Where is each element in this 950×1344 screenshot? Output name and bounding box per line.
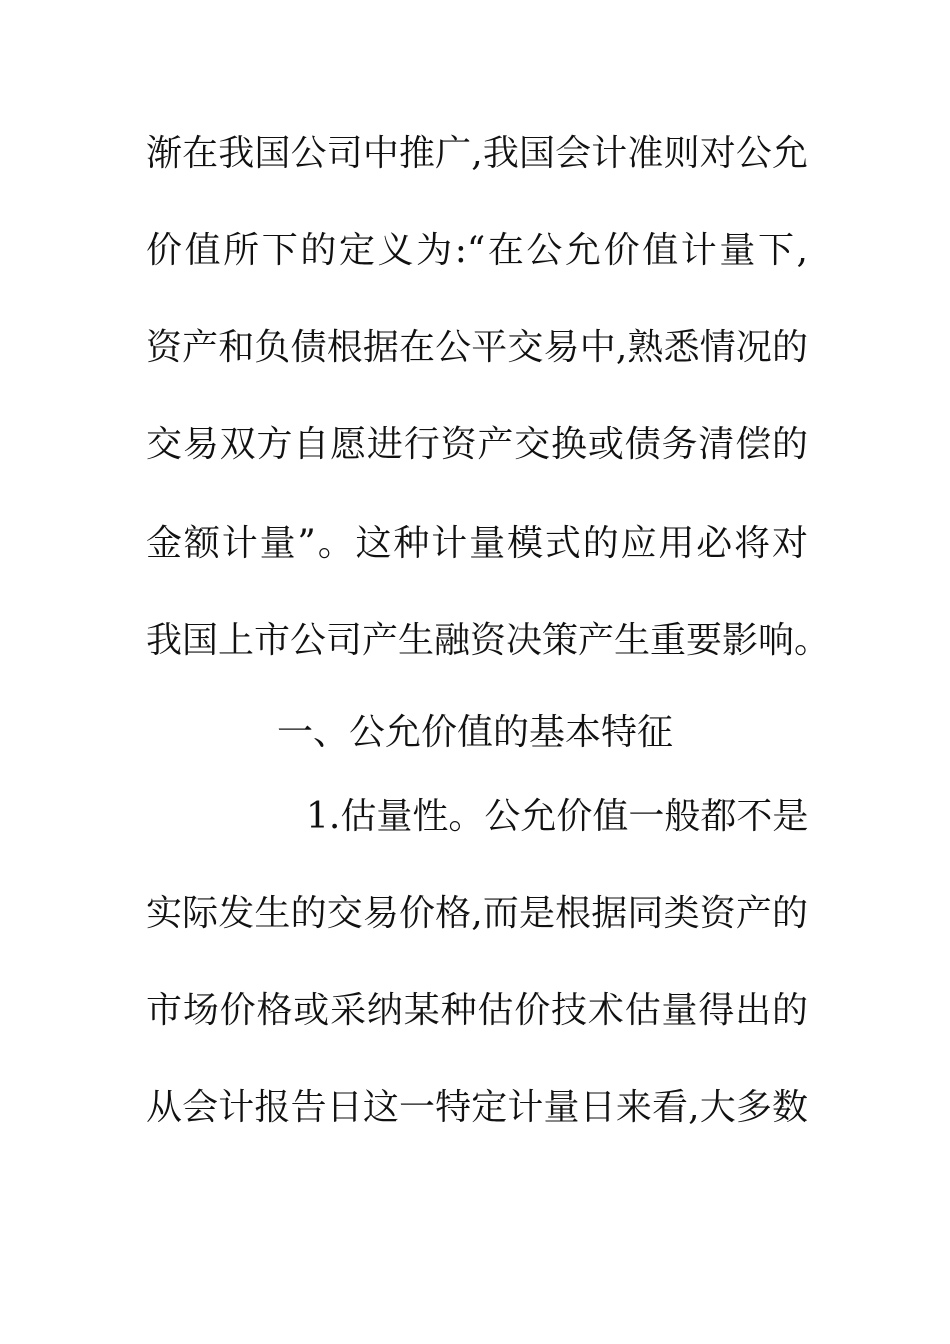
body-text-line: 价值所下的定义为:“在公允价值计量下,: [146, 230, 808, 271]
body-text-line: 市场价格或采纳某种估价技术估量得出的: [146, 990, 808, 1031]
body-text-line: 交易双方自愿进行资产交换或债务清偿的: [146, 424, 808, 465]
body-text-line: 渐在我国公司中推广,我国会计准则对公允: [146, 133, 808, 174]
body-text-line: 金额计量”。这种计量模式的应用必将对: [146, 523, 808, 564]
body-text-line: 资产和负债根据在公平交易中,熟悉情况的: [146, 327, 808, 368]
body-text-line: 我国上市公司产生融资决策产生重要影响。: [146, 620, 831, 661]
section-heading: 一、公允价值的基本特征: [276, 712, 673, 753]
body-text-line: 从会计报告日这一特定计量日来看,大多数: [146, 1087, 808, 1128]
body-text-line: 1.估量性。公允价值一般都不是: [306, 796, 809, 837]
body-text-line: 实际发生的交易价格,而是根据同类资产的: [146, 893, 808, 934]
